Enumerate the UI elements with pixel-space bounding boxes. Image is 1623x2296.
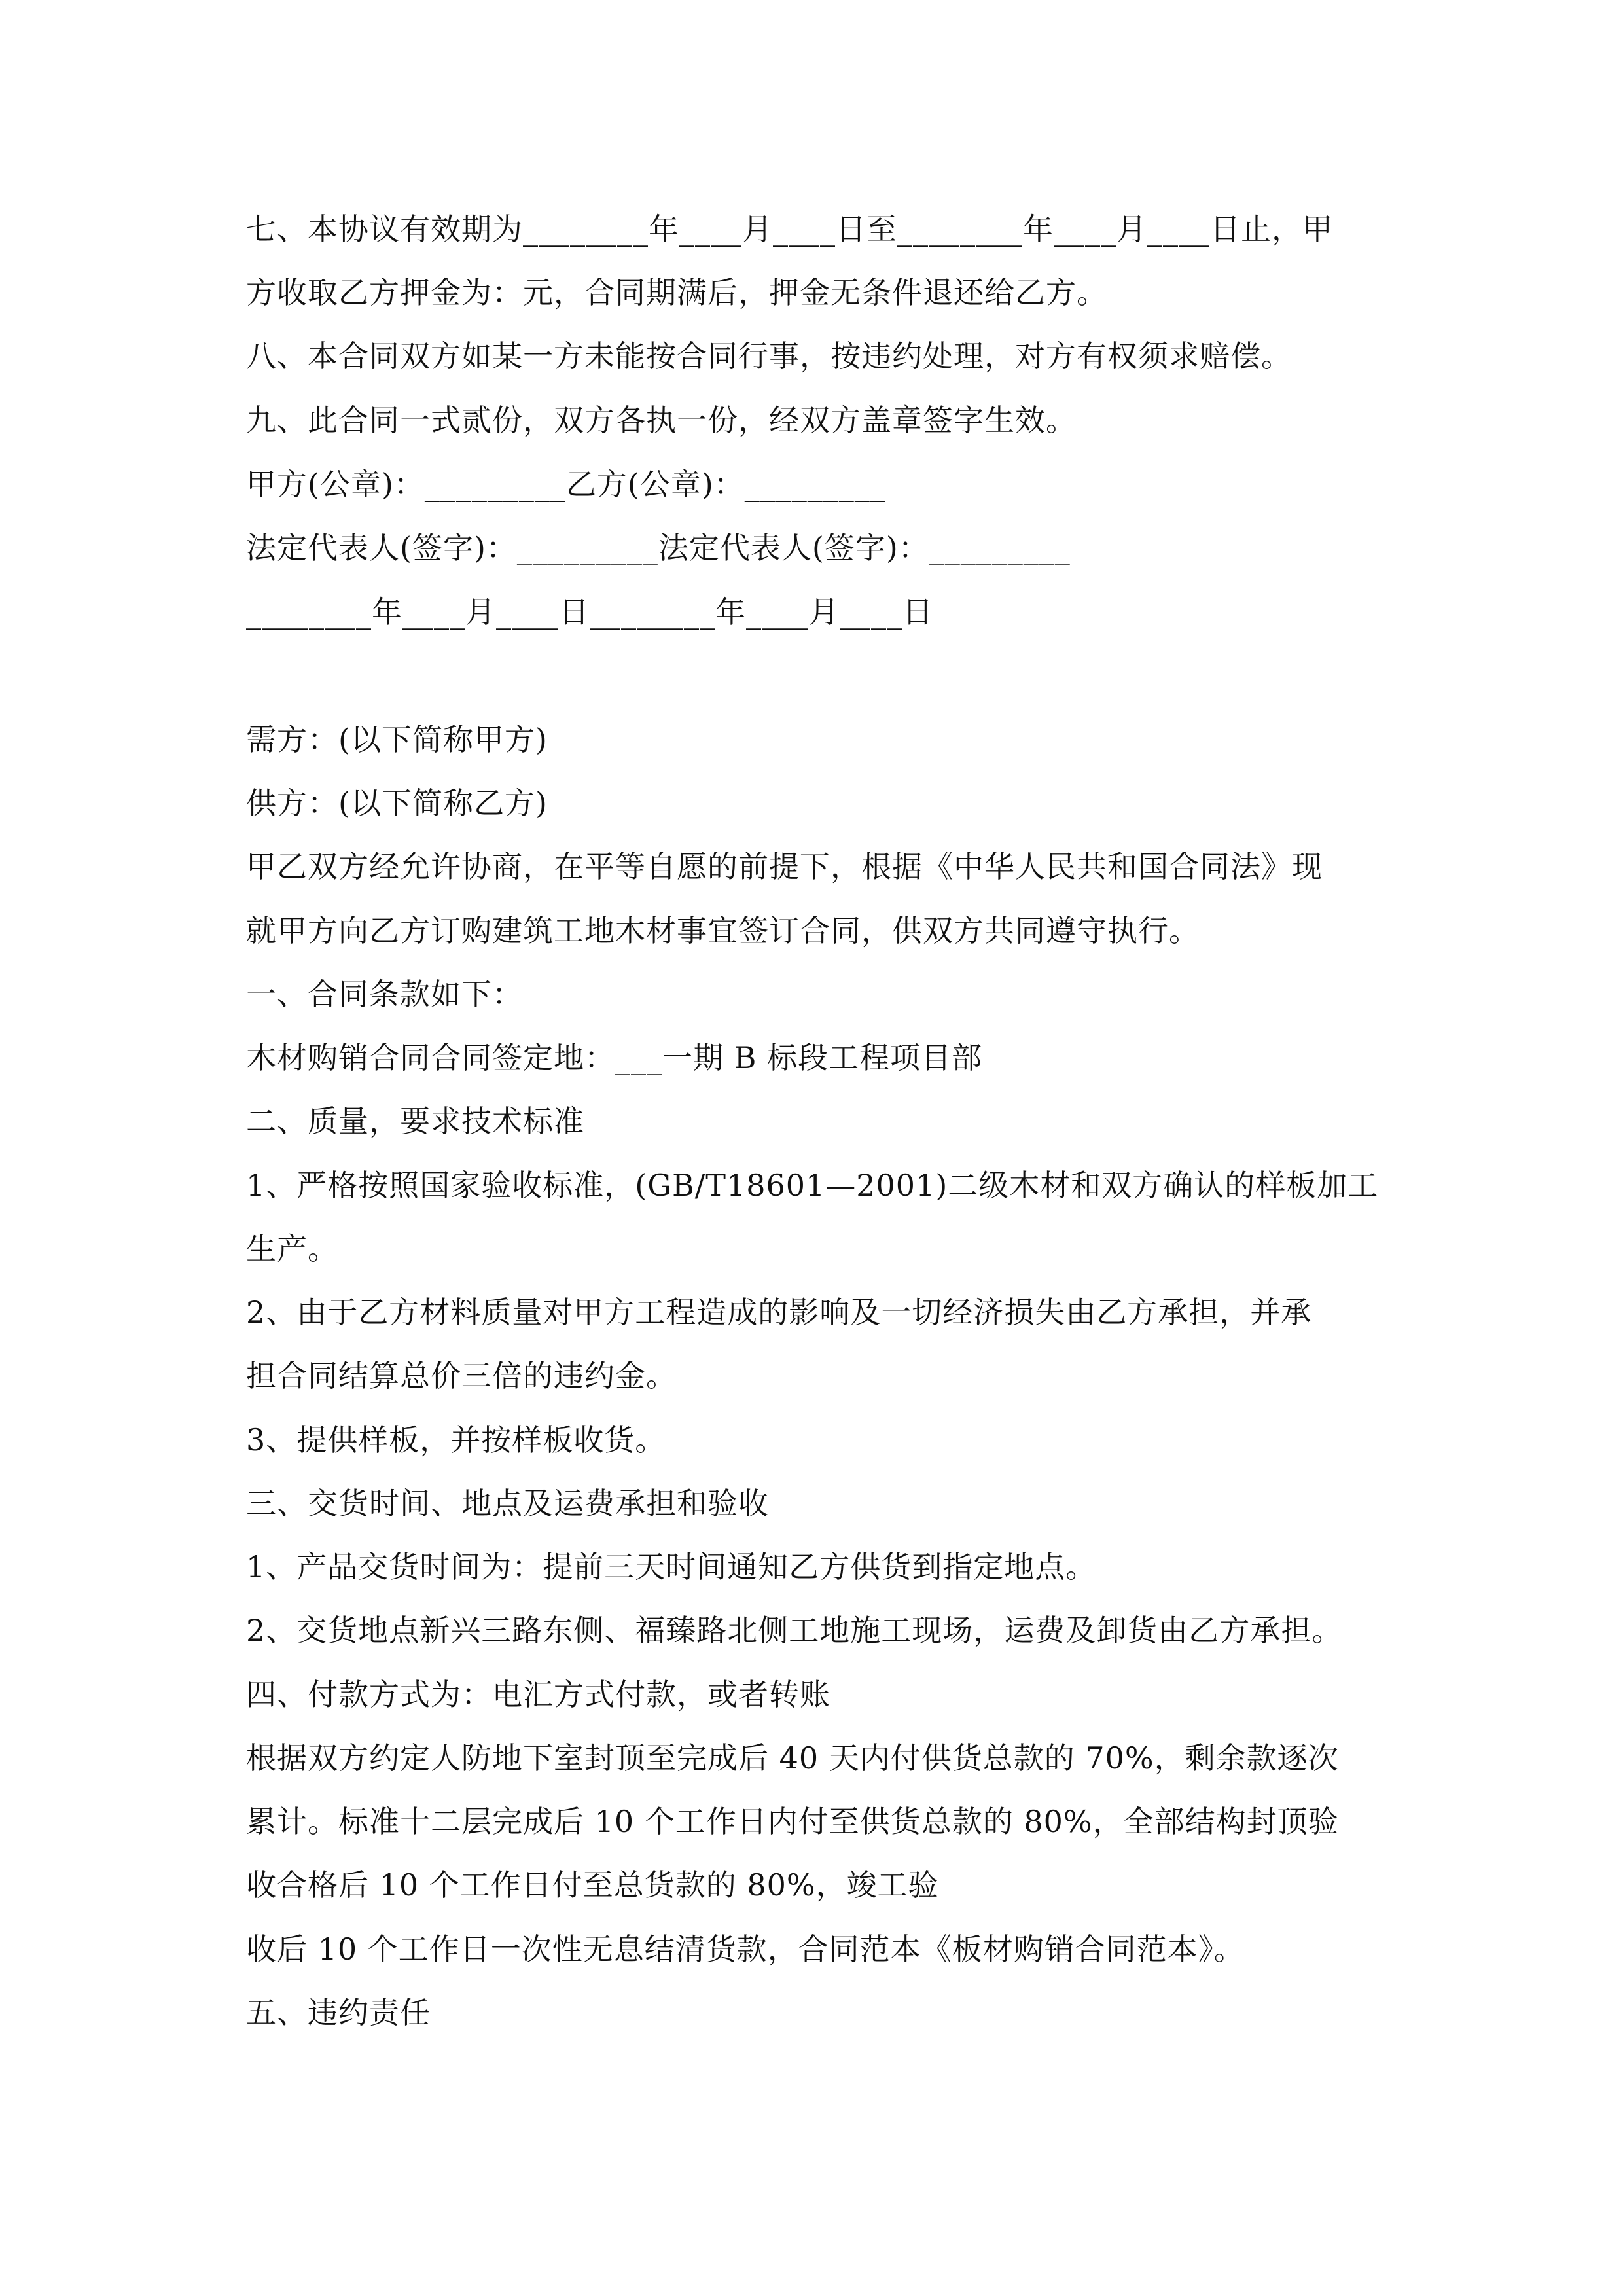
text-line: 1、产品交货时间为：提前三天时间通知乙方供货到指定地点。	[246, 1549, 1097, 1585]
text-line: 生产。	[246, 1231, 338, 1266]
text-line: 方收取乙方押金为：元，合同期满后，押金无条件退还给乙方。	[246, 275, 1107, 310]
text-line: 3、提供样板，并按样板收货。	[246, 1422, 666, 1458]
text-line: 需方：(以下简称甲方)	[246, 722, 548, 757]
text-line: 就甲方向乙方订购建筑工地木材事宜签订合同，供双方共同遵守执行。	[246, 913, 1200, 948]
text-line: 累计。标准十二层完成后 10 个工作日内付至供货总款的 80%，全部结构封顶验	[246, 1804, 1339, 1839]
text-line: 1、严格按照国家验收标准，(GB/T18601—2001)二级木材和双方确认的样板加工	[246, 1168, 1379, 1203]
text-line: 担合同结算总价三倍的违约金。	[246, 1358, 677, 1393]
section-heading: 三、交货时间、地点及运费承担和验收	[246, 1486, 769, 1521]
text-line: 收合格后 10 个工作日付至总货款的 80%，竣工验	[246, 1867, 939, 1903]
section-heading: 一、合同条款如下：	[246, 977, 523, 1012]
text-line: 收后 10 个工作日一次性无息结清货款，合同范本《板材购销合同范本》。	[246, 1931, 1245, 1967]
text-line: 2、由于乙方材料质量对甲方工程造成的影响及一切经济损失由乙方承担，并承	[246, 1295, 1312, 1330]
text-line: 九、此合同一式贰份，双方各执一份，经双方盖章签字生效。	[246, 403, 1077, 438]
section-heading: 二、质量，要求技术标准	[246, 1103, 584, 1139]
text-line: 木材购销合同合同签定地：___一期 B 标段工程项目部	[246, 1040, 983, 1075]
signature-line-representative: 法定代表人(签字)：_________法定代表人(签字)：_________	[246, 530, 1071, 565]
text-line: 供方：(以下简称乙方)	[246, 785, 548, 821]
section-heading: 五、违约责任	[246, 1995, 431, 2030]
text-line: 2、交货地点新兴三路东侧、福臻路北侧工地施工现场，运费及卸货由乙方承担。	[246, 1613, 1343, 1648]
signature-line-date: ________年____月____日________年____月____日	[246, 594, 933, 630]
text-line: 八、本合同双方如某一方未能按合同行事，按违约处理，对方有权须求赔偿。	[246, 338, 1292, 374]
text-line: 七、本协议有效期为________年____月____日至________年____月____日止，甲	[246, 211, 1333, 247]
section-heading: 四、付款方式为：电汇方式付款，或者转账	[246, 1677, 830, 1712]
text-line: 根据双方约定人防地下室封顶至完成后 40 天内付供货总款的 70%，剩余款逐次	[246, 1740, 1339, 1776]
signature-line-seal: 甲方(公章)：_________乙方(公章)：_________	[246, 467, 886, 502]
text-line: 甲乙双方经允许协商，在平等自愿的前提下，根据《中华人民共和国合同法》现	[246, 849, 1323, 884]
